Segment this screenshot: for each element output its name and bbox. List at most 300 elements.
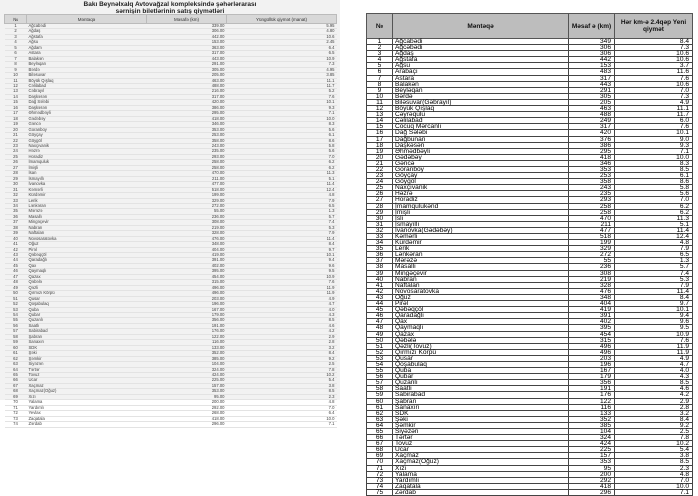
left-destination-cell: Beyləqan: [27, 62, 147, 67]
left-distance-cell: 470.00: [147, 171, 227, 176]
right-price-cell: 5.8: [615, 185, 693, 191]
left-price-cell: 7.8: [227, 367, 337, 372]
left-row-number: 46: [5, 269, 27, 274]
right-distance-cell: 191: [569, 386, 615, 392]
right-destination-cell: Quba: [393, 368, 569, 374]
left-price-cell: 11.1: [227, 78, 337, 83]
right-distance-cell: 477: [569, 227, 615, 233]
right-price-cell: 8.5: [615, 166, 693, 172]
left-price-cell: 3.85: [227, 73, 337, 78]
right-destination-cell: Goranboy: [393, 166, 569, 172]
right-destination-cell: Zaqatala: [393, 483, 569, 489]
right-destination-cell: Siyəzən: [393, 429, 569, 435]
right-distance-cell: 488: [569, 112, 615, 118]
right-row-number: 11: [367, 99, 393, 105]
left-destination-cell: Göygöl: [27, 138, 147, 143]
right-distance-cell: 402: [569, 319, 615, 325]
right-destination-cell: İmamqulukənd: [393, 203, 569, 209]
right-row-number: 57: [367, 380, 393, 386]
left-price-cell: 4.7: [227, 302, 337, 307]
right-distance-cell: 306: [569, 51, 615, 57]
left-price-cell: 11.9: [227, 285, 337, 290]
right-row-number: 53: [367, 355, 393, 361]
right-destination-cell: Daşkəsən: [393, 142, 569, 148]
right-row-number: 56: [367, 374, 393, 380]
left-destination-cell: Dağ Sələbi: [27, 100, 147, 105]
right-row-number: 32: [367, 227, 393, 233]
right-destination-cell: Cəyrəqulu: [393, 112, 569, 118]
left-destination-cell: Zaqatala: [27, 416, 147, 421]
left-row-number: 61: [5, 351, 27, 356]
left-row-number: 7: [5, 56, 27, 61]
right-price-table: [366, 13, 693, 496]
right-distance-cell: 122: [569, 398, 615, 404]
left-price-cell: 7.0: [227, 405, 337, 410]
left-price-cell: 5.3: [227, 225, 337, 230]
left-table-row: [5, 422, 337, 427]
right-price-cell: 9.4: [615, 313, 693, 319]
right-destination-cell: Qaymaqlı: [393, 325, 569, 331]
right-distance-cell: 386: [569, 142, 615, 148]
right-price-cell: 11.6: [615, 69, 693, 75]
left-distance-cell: 348.00: [147, 242, 227, 247]
left-row-number: 52: [5, 302, 27, 307]
left-row-number: 23: [5, 143, 27, 148]
right-destination-cell: Ağcəbədi: [393, 45, 569, 51]
left-row-number: 17: [5, 111, 27, 116]
left-price-table: [4, 14, 337, 428]
left-distance-cell: 328.00: [147, 231, 227, 236]
right-distance-cell: 328: [569, 282, 615, 288]
right-row-number: 8: [367, 81, 393, 87]
right-row-number: 13: [367, 112, 393, 118]
right-distance-cell: 317: [569, 124, 615, 130]
left-price-cell: 7.3: [227, 62, 337, 67]
left-row-number: 55: [5, 318, 27, 323]
left-row-number: 58: [5, 334, 27, 339]
right-destination-cell: Bərdə: [393, 93, 569, 99]
left-distance-cell: 363.00: [147, 45, 227, 50]
right-destination-cell: Qazax: [393, 331, 569, 337]
left-row-number: 67: [5, 383, 27, 388]
right-destination-cell: Zərdab: [393, 489, 569, 495]
right-distance-cell: 296: [569, 489, 615, 495]
right-price-cell: 6.1: [615, 173, 693, 179]
left-destination-cell: SDK: [27, 345, 147, 350]
left-distance-cell: 203.00: [147, 296, 227, 301]
left-price-cell: 11.4: [227, 182, 337, 187]
left-destination-cell: İmişli: [27, 165, 147, 170]
left-price-cell: 6.2: [227, 160, 337, 165]
right-distance-cell: 291: [569, 87, 615, 93]
left-table-body: [5, 24, 337, 428]
left-header-row: [5, 15, 337, 24]
left-row-number: 22: [5, 138, 27, 143]
right-price-cell: 7.3: [615, 45, 693, 51]
left-row-number: 70: [5, 400, 27, 405]
left-price-cell: 5.1: [227, 176, 337, 181]
right-distance-cell: 219: [569, 276, 615, 282]
right-row-number: 29: [367, 209, 393, 215]
right-distance-cell: 317: [569, 75, 615, 81]
left-destination-cell: Qırmızı Körpü: [27, 291, 147, 296]
left-row-number: 68: [5, 389, 27, 394]
right-row-number: 42: [367, 288, 393, 294]
left-distance-cell: 518.00: [147, 187, 227, 192]
right-row-number: 24: [367, 179, 393, 185]
left-distance-cell: 305.00: [147, 67, 227, 72]
left-distance-cell: 258.00: [147, 165, 227, 170]
right-distance-cell: 236: [569, 264, 615, 270]
right-row-number: 49: [367, 331, 393, 337]
left-destination-cell: Böyük Qışlaq: [27, 78, 147, 83]
left-destination-cell: Ağdaş: [27, 29, 147, 34]
right-row-number: 70: [367, 459, 393, 465]
right-price-cell: 8.5: [615, 459, 693, 465]
left-price-cell: 8.6: [227, 138, 337, 143]
left-price-cell: 11.3: [227, 171, 337, 176]
right-distance-cell: 376: [569, 136, 615, 142]
right-price-cell: 7.1: [615, 148, 693, 154]
right-row-number: 27: [367, 197, 393, 203]
left-row-number: 66: [5, 378, 27, 383]
right-destination-cell: Qoşabulaq: [393, 361, 569, 367]
right-table-body: [367, 39, 693, 496]
right-row-number: 38: [367, 264, 393, 270]
right-destination-cell: Tərtər: [393, 435, 569, 441]
right-price-cell: 1.3: [615, 258, 693, 264]
left-row-number: 12: [5, 83, 27, 88]
left-distance-cell: 353.00: [147, 127, 227, 132]
right-price-cell: 4.7: [615, 361, 693, 367]
left-destination-cell: Bərdə: [27, 67, 147, 72]
right-row-number: 2: [367, 45, 393, 51]
right-distance-cell: 424: [569, 441, 615, 447]
left-distance-cell: 296.00: [147, 422, 227, 427]
right-price-cell: 10.6: [615, 81, 693, 87]
left-destination-cell: Novosaratovka: [27, 236, 147, 241]
left-destination-cell: Qəbələ: [27, 280, 147, 285]
left-price-list-image: [0, 0, 340, 427]
right-header-row: [367, 14, 693, 39]
left-row-number: 20: [5, 127, 27, 132]
left-row-number: 24: [5, 149, 27, 154]
right-distance-cell: 167: [569, 368, 615, 374]
left-distance-cell: 200.00: [147, 400, 227, 405]
right-row-number: 22: [367, 166, 393, 172]
right-price-cell: 4.0: [615, 368, 693, 374]
right-destination-cell: Naftalan: [393, 282, 569, 288]
right-price-cell: 7.6: [615, 337, 693, 343]
left-row-number: 59: [5, 340, 27, 345]
left-distance-cell: 308.00: [147, 220, 227, 225]
right-row-number: 3: [367, 51, 393, 57]
left-price-cell: 11.7: [227, 83, 337, 88]
right-destination-cell: Cocuq Mərcanlı: [393, 124, 569, 130]
left-row-number: 31: [5, 187, 27, 192]
left-row-number: 13: [5, 89, 27, 94]
left-price-cell: 1.3: [227, 209, 337, 214]
right-distance-cell: 306: [569, 45, 615, 51]
right-row-number: 61: [367, 404, 393, 410]
right-destination-cell: Qubar: [393, 374, 569, 380]
right-distance-cell: 418: [569, 483, 615, 489]
left-distance-cell: 191.00: [147, 323, 227, 328]
left-distance-cell: 268.00: [147, 411, 227, 416]
left-destination-cell: Lənkəran: [27, 203, 147, 208]
right-row-number: 71: [367, 465, 393, 471]
left-distance-cell: 496.00: [147, 291, 227, 296]
left-destination-cell: Sanaxırı: [27, 340, 147, 345]
right-price-cell: 5.3: [615, 276, 693, 282]
left-price-cell: 7.6: [227, 280, 337, 285]
right-distance-cell: 518: [569, 234, 615, 240]
right-price-cell: 10.0: [615, 154, 693, 160]
right-price-cell: 7.9: [615, 246, 693, 252]
left-price-cell: 10.1: [227, 100, 337, 105]
left-price-cell: 6.2: [227, 165, 337, 170]
left-row-number: 26: [5, 160, 27, 165]
left-distance-cell: 386.00: [147, 105, 227, 110]
left-destination-cell: Ağcabədi: [27, 24, 147, 29]
left-destination-cell: Nabran: [27, 225, 147, 230]
left-distance-cell: 179.00: [147, 313, 227, 318]
left-price-cell: 7.6: [227, 94, 337, 99]
right-destination-cell: Astara: [393, 75, 569, 81]
right-price-cell: 10.1: [615, 130, 693, 136]
left-destination-cell: Naftalan: [27, 231, 147, 236]
right-destination-cell: Gədəbəy: [393, 154, 569, 160]
left-distance-cell: 420.00: [147, 100, 227, 105]
left-distance-cell: 176.00: [147, 329, 227, 334]
left-row-number: 1: [5, 24, 27, 29]
right-price-cell: 11.4: [615, 288, 693, 294]
right-row-number: 63: [367, 416, 393, 422]
right-distance-cell: 385: [569, 422, 615, 428]
left-price-cell: 2.8: [227, 340, 337, 345]
right-row-number: 58: [367, 386, 393, 392]
right-distance-cell: 199: [569, 240, 615, 246]
left-destination-cell: Şabran: [27, 334, 147, 339]
right-row-number: 30: [367, 215, 393, 221]
left-destination-cell: Siyəzən: [27, 362, 147, 367]
left-distance-cell: 292.00: [147, 405, 227, 410]
left-price-cell: 11.9: [227, 291, 337, 296]
right-row-number: 45: [367, 307, 393, 313]
right-destination-cell: İmişli: [393, 209, 569, 215]
right-destination-cell: Sanaxırı: [393, 404, 569, 410]
right-price-cell: 9.6: [615, 319, 693, 325]
left-price-cell: 5.7: [227, 214, 337, 219]
right-distance-cell: 352: [569, 416, 615, 422]
left-row-number: 33: [5, 198, 27, 203]
left-row-number: 29: [5, 176, 27, 181]
left-price-cell: 5.95: [227, 24, 337, 29]
left-price-cell: 10.0: [227, 116, 337, 121]
left-price-cell: 5.8: [227, 143, 337, 148]
left-price-cell: 6.4: [227, 45, 337, 50]
left-price-cell: 6.5: [227, 203, 337, 208]
left-distance-cell: 225.00: [147, 378, 227, 383]
right-destination-cell: Qırmızı Körpü: [393, 349, 569, 355]
right-destination-cell: Lerik: [393, 246, 569, 252]
left-row-number: 43: [5, 253, 27, 258]
left-destination-cell: Xaçmaz(Oğuz): [27, 389, 147, 394]
right-distance-cell: 353: [569, 166, 615, 172]
right-distance-cell: 463: [569, 106, 615, 112]
right-row-number: 43: [367, 294, 393, 300]
right-row-number: 18: [367, 142, 393, 148]
left-destination-cell: Pirəl: [27, 247, 147, 252]
right-price-cell: 6.5: [615, 252, 693, 258]
left-header-price: Yüngüllük qiymət (manat): [227, 15, 337, 24]
right-distance-cell: 116: [569, 404, 615, 410]
left-destination-cell: Cəbrayıl: [27, 89, 147, 94]
left-price-cell: 10.9: [227, 274, 337, 279]
right-destination-cell: Xaçmaz(Oğuz): [393, 459, 569, 465]
right-destination-cell: Kəmərli: [393, 234, 569, 240]
left-row-number: 4: [5, 40, 27, 45]
right-destination-cell: Mingəçevir: [393, 270, 569, 276]
right-row-number: 34: [367, 240, 393, 246]
left-row-number: 45: [5, 263, 27, 268]
left-price-cell: 9.7: [227, 247, 337, 252]
left-distance-cell: 157.00: [147, 383, 227, 388]
right-row-number: 5: [367, 63, 393, 69]
right-destination-cell: Yalama: [393, 471, 569, 477]
right-destination-cell: Göygöl: [393, 179, 569, 185]
left-destination-cell: Ağdam: [27, 45, 147, 50]
left-price-cell: 5.4: [227, 378, 337, 383]
left-price-cell: 2.9: [227, 334, 337, 339]
right-price-cell: 9.3: [615, 142, 693, 148]
right-price-cell: 5.4: [615, 447, 693, 453]
right-price-cell: 7.8: [615, 435, 693, 441]
left-distance-cell: 391.00: [147, 258, 227, 263]
right-destination-cell: Balakən: [393, 81, 569, 87]
left-price-cell: 8.5: [227, 389, 337, 394]
left-title: [0, 0, 340, 15]
right-row-number: 20: [367, 154, 393, 160]
right-row-number: 1: [367, 39, 393, 45]
right-row-number: 7: [367, 75, 393, 81]
right-price-cell: 10.2: [615, 441, 693, 447]
left-row-number: 34: [5, 203, 27, 208]
left-distance-cell: 122.00: [147, 334, 227, 339]
left-price-cell: 9.6: [227, 263, 337, 268]
left-price-cell: 7.1: [227, 111, 337, 116]
right-destination-cell: Böyük Qışlaq: [393, 106, 569, 112]
left-distance-cell: 317.00: [147, 51, 227, 56]
right-price-cell: 6.0: [615, 118, 693, 124]
right-distance-cell: 153: [569, 63, 615, 69]
left-destination-cell: Tərtər: [27, 367, 147, 372]
left-price-cell: 8.4: [227, 351, 337, 356]
right-destination-cell: Şəki: [393, 416, 569, 422]
left-destination-cell: Gəncə: [27, 122, 147, 127]
left-price-cell: 9.2: [227, 356, 337, 361]
right-destination-cell: Oğuz: [393, 294, 569, 300]
right-destination-cell: Qax: [393, 319, 569, 325]
right-price-cell: 11.9: [615, 343, 693, 349]
right-price-cell: 8.4: [615, 294, 693, 300]
left-destination-cell: Qazax: [27, 274, 147, 279]
left-destination-cell: Ağstafa: [27, 34, 147, 39]
left-price-cell: 7.1: [227, 422, 337, 427]
right-row-number: 9: [367, 87, 393, 93]
right-distance-cell: 176: [569, 392, 615, 398]
right-destination-cell: Ağdaş: [393, 51, 569, 57]
right-price-cell: 5.6: [615, 191, 693, 197]
right-price-cell: 7.3: [615, 93, 693, 99]
right-distance-cell: 235: [569, 191, 615, 197]
left-price-cell: 10.0: [227, 416, 337, 421]
left-price-cell: 5.6: [227, 149, 337, 154]
left-price-cell: 12.4: [227, 187, 337, 192]
left-row-number: 14: [5, 94, 27, 99]
right-destination-cell: Saatlı: [393, 386, 569, 392]
right-distance-cell: 205: [569, 99, 615, 105]
left-distance-cell: 353.00: [147, 389, 227, 394]
left-distance-cell: 293.00: [147, 154, 227, 159]
left-price-cell: 8.5: [227, 318, 337, 323]
right-price-cell: 9.2: [615, 422, 693, 428]
left-distance-cell: 196.00: [147, 302, 227, 307]
right-row-number: 36: [367, 252, 393, 258]
right-row-number: 31: [367, 221, 393, 227]
right-row-number: 74: [367, 483, 393, 489]
left-row-number: 56: [5, 323, 27, 328]
left-row-number: 8: [5, 62, 27, 67]
right-distance-cell: 203: [569, 355, 615, 361]
left-destination-cell: İsmayıllı: [27, 176, 147, 181]
left-title-line2: sərnişin biletlərinin satış qiymətləri: [115, 8, 225, 15]
right-distance-cell: 443: [569, 81, 615, 87]
right-destination-cell: Quzanlı: [393, 380, 569, 386]
right-row-number: 39: [367, 270, 393, 276]
left-distance-cell: 329.00: [147, 198, 227, 203]
right-row-number: 60: [367, 398, 393, 404]
left-price-cell: 7.9: [227, 198, 337, 203]
left-destination-cell: Horadiz: [27, 154, 147, 159]
left-distance-cell: 55.00: [147, 209, 227, 214]
right-price-cell: 7.1: [615, 489, 693, 495]
right-destination-cell: İsli: [393, 215, 569, 221]
left-destination-cell: Əhmədbəyli: [27, 111, 147, 116]
right-price-cell: 7.0: [615, 87, 693, 93]
right-destination-cell: Həzrə: [393, 191, 569, 197]
left-destination-cell: Xızı: [27, 394, 147, 399]
right-distance-cell: 292: [569, 477, 615, 483]
right-header-price: Hər km-ə 2.4qəp Yeni qiymət: [615, 14, 693, 39]
left-distance-cell: 104.00: [147, 362, 227, 367]
right-price-cell: 3.2: [615, 410, 693, 416]
right-distance-cell: 356: [569, 380, 615, 386]
left-destination-cell: Naxçıvanik: [27, 143, 147, 148]
left-price-cell: 4.80: [227, 29, 337, 34]
right-row-number: 4: [367, 57, 393, 63]
left-distance-cell: 476.00: [147, 236, 227, 241]
left-price-cell: 6.5: [227, 51, 337, 56]
left-price-cell: 9.5: [227, 269, 337, 274]
right-price-cell: 2.5: [615, 429, 693, 435]
left-row-number: 41: [5, 242, 27, 247]
right-distance-cell: 133: [569, 410, 615, 416]
left-distance-cell: 133.00: [147, 345, 227, 350]
left-row-number: 15: [5, 100, 27, 105]
left-distance-cell: 243.00: [147, 143, 227, 148]
left-row-number: 25: [5, 154, 27, 159]
